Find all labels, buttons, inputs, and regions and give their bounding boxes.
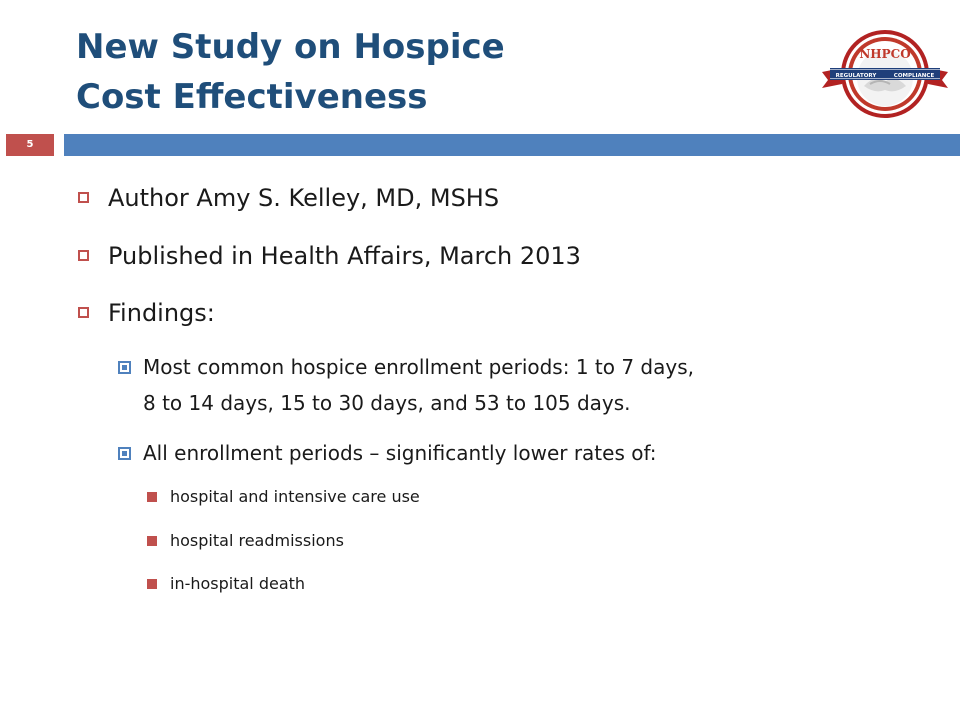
small-square-bullet-icon [147,492,157,502]
square-bullet-icon [78,250,89,261]
square-bullet-icon [78,192,89,203]
bullet-published: Published in Health Affairs, March 2013 [108,242,581,270]
square-bullet-icon [78,307,89,318]
subpoint-in-hospital-death: in-hospital death [170,574,306,593]
filled-square-bullet-icon [118,361,131,374]
subpoint-readmissions: hospital readmissions [170,531,344,550]
subpoint-hospital-icu: hospital and intensive care use [170,487,420,506]
bullet-findings: Findings: [108,299,215,327]
finding-all-periods: All enrollment periods – significantly lower rates of: [143,441,657,465]
slide-number: 5 [26,139,34,150]
logo-banner-left: REGULATORY [835,73,877,79]
slide-title-line-1: New Study on Hospice [76,27,505,67]
filled-square-bullet-icon [118,447,131,460]
small-square-bullet-icon [147,579,157,589]
finding-enrollment-line1: Most common hospice enrollment periods: 1 to 7 days, [143,355,694,379]
logo-text: NHPCO [859,47,911,61]
small-square-bullet-icon [147,536,157,546]
bullet-author: Author Amy S. Kelley, MD, MSHS [108,184,500,212]
finding-enrollment-line2: 8 to 14 days, 15 to 30 days, and 53 to 105 days. [143,391,631,415]
logo-banner-right: COMPLIANCE [893,73,935,79]
slide-title-line-2: Cost Effectiveness [76,77,428,117]
